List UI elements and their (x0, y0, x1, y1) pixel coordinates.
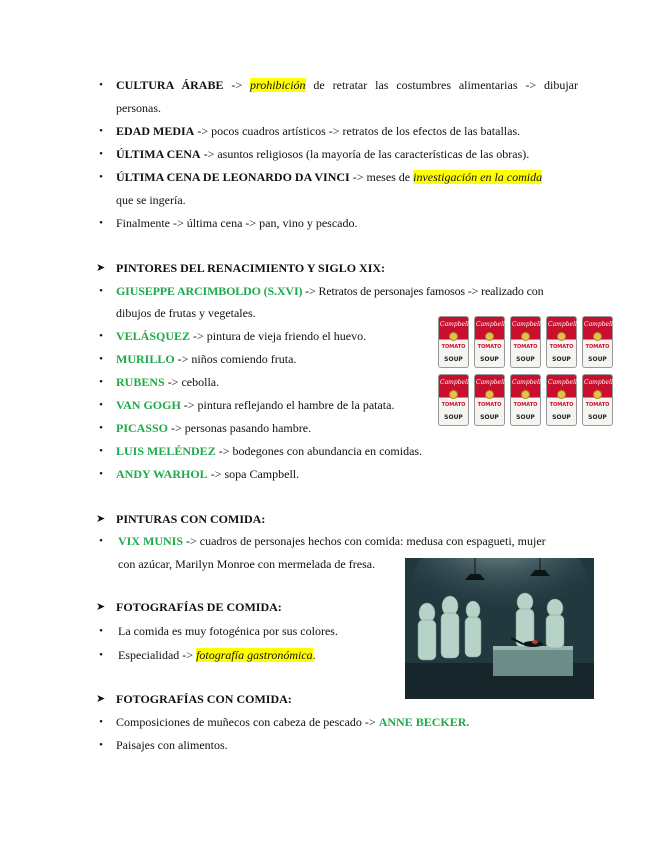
campbell-soup-cans-image (438, 316, 618, 432)
soup-can: Campbell's TOMATO SOUP (474, 374, 505, 426)
soup-can: Campbell's TOMATO SOUP (438, 316, 469, 368)
arrow-bullet-icon: ➤ (96, 693, 106, 705)
photo-scene (405, 558, 594, 699)
bullet: • (99, 399, 103, 411)
bullet: • (99, 285, 103, 297)
item-title: ÚLTIMA CENA DE LEONARDO DA VINCI (116, 170, 350, 184)
item-title: CULTURA ÁRABE (116, 78, 224, 92)
item-continuation: personas. (116, 101, 161, 115)
artist-name: VIX MUNIS (118, 534, 184, 548)
fish-head-puppets-photo (405, 558, 594, 699)
bullet: • (99, 376, 103, 388)
bullet: • (99, 649, 103, 661)
artist-name: ANNE BECKER. (378, 715, 470, 729)
item-continuation: con azúcar, Marilyn Monroe con mermelada de fresa. (118, 557, 376, 571)
painter-name: GIUSEPPE ARCIMBOLDO (S.XVI) (116, 284, 303, 298)
painter-name: MURILLO (116, 352, 175, 366)
soup-can: Campbell's TOMATO SOUP (438, 374, 469, 426)
soup-can: Campbell's TOMATO SOUP (474, 316, 505, 368)
bullet: • (99, 217, 103, 229)
painter-name: VAN GOGH (116, 398, 181, 412)
arrow-bullet-icon: ➤ (96, 262, 106, 274)
item-title: EDAD MEDIA (116, 124, 195, 138)
item-continuation: que se ingería. (116, 193, 186, 207)
painter-name: RUBENS (116, 375, 165, 389)
painter-name: LUIS MELÉNDEZ (116, 444, 216, 458)
bullet: • (99, 353, 103, 365)
bullet: • (99, 625, 103, 637)
highlight: fotografía gastronómica (196, 648, 313, 662)
bullet: • (99, 422, 103, 434)
highlight: prohibición (249, 78, 306, 92)
arrow-bullet-icon: ➤ (96, 601, 106, 613)
soup-can: Campbell's TOMATO SOUP (582, 374, 613, 426)
bullet: • (99, 739, 103, 751)
highlight: investigación en la comida (413, 170, 543, 184)
painter-name: VELÁSQUEZ (116, 329, 191, 343)
painter-name: PICASSO (116, 421, 169, 435)
bullet: • (99, 468, 103, 480)
soup-can: Campbell's TOMATO SOUP (546, 316, 577, 368)
bullet: • (99, 445, 103, 457)
bullet: • (99, 125, 103, 137)
bullet: • (99, 148, 103, 160)
soup-can: Campbell's TOMATO SOUP (510, 374, 541, 426)
bullet: • (99, 716, 103, 728)
soup-can: Campbell's TOMATO SOUP (510, 316, 541, 368)
bullet: • (99, 171, 103, 183)
soup-can: Campbell's TOMATO SOUP (582, 316, 613, 368)
item-title: ÚLTIMA CENA (116, 147, 201, 161)
painter-name: ANDY WARHOL (116, 467, 208, 481)
bullet: • (99, 535, 103, 547)
soup-can: Campbell's TOMATO SOUP (546, 374, 577, 426)
item-continuation: dibujos de frutas y vegetales. (116, 306, 256, 320)
arrow-bullet-icon: ➤ (96, 513, 106, 525)
bullet: • (99, 79, 103, 91)
bullet: • (99, 330, 103, 342)
